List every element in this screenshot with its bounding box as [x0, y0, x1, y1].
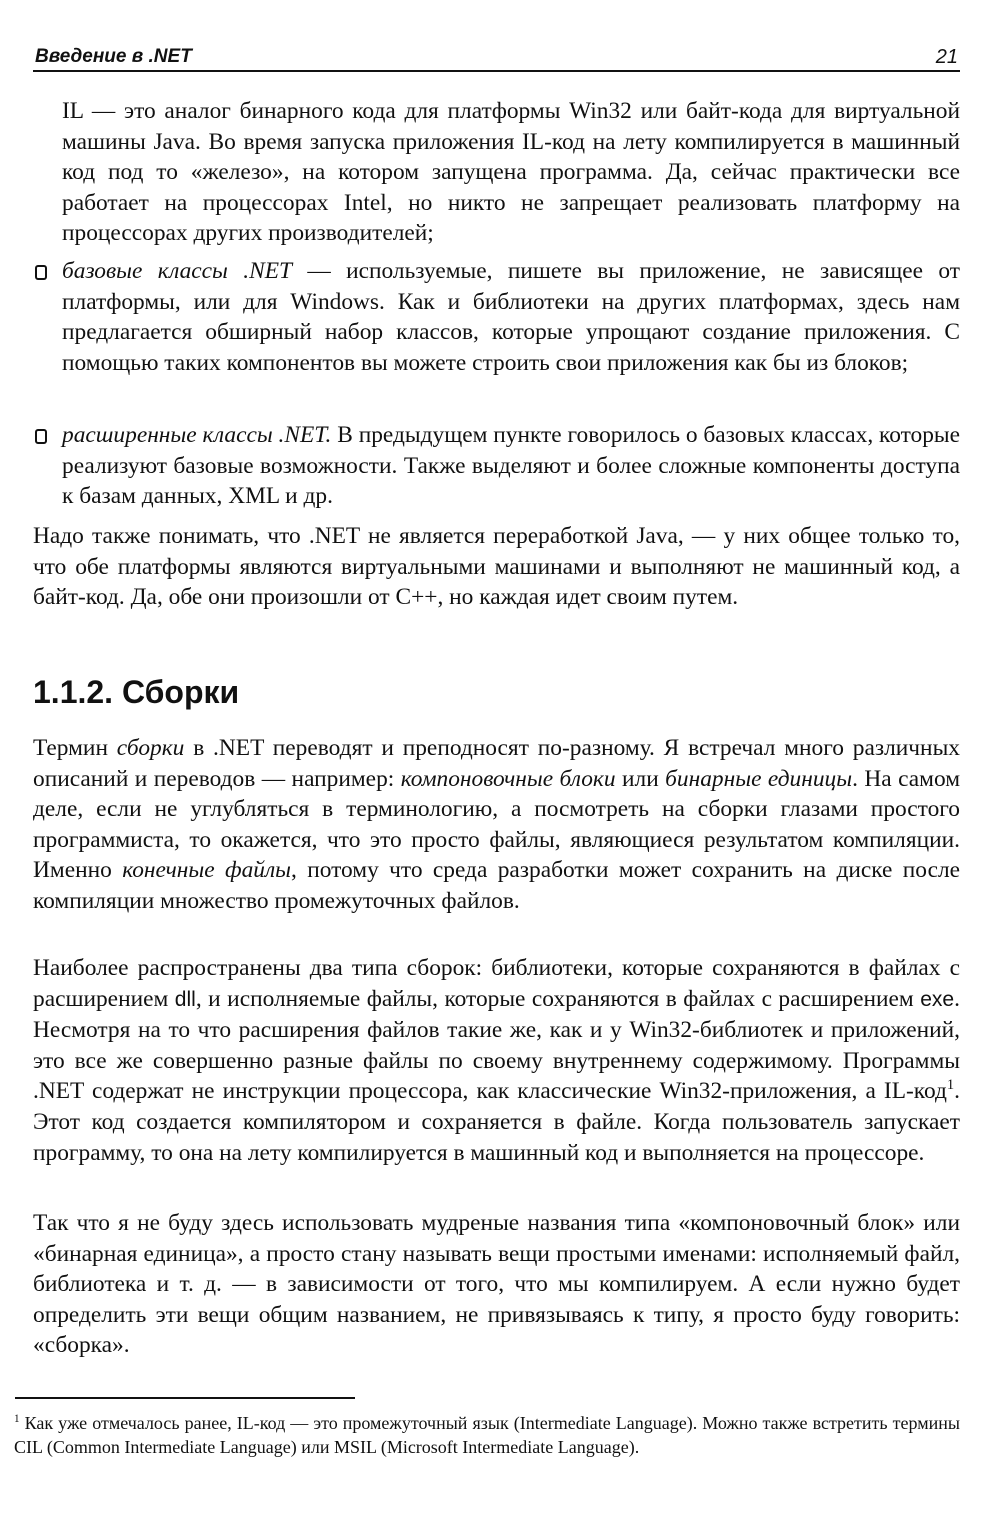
italic-term: бинарные единицы: [665, 765, 853, 792]
footnote-divider: [15, 1397, 355, 1399]
term-paragraph: [33, 733, 960, 917]
footnote-reference[interactable]: 1: [946, 1077, 955, 1094]
text-run: , потому что среда разработки может сохранить на диске после компиляции множество промежуточных файлов.: [33, 857, 961, 914]
bullet-base-classes: [62, 256, 960, 378]
bullet-extended-classes: [62, 420, 960, 512]
footnote-number: 1: [14, 1413, 20, 1425]
file-extension: dll: [174, 987, 196, 1011]
italic-term: компоновочные блоки: [400, 765, 616, 792]
bullet-term: расширенные классы .NET.: [62, 422, 332, 448]
naming-paragraph: Так что я не буду здесь использовать мудреные названия типа «компоновочный блок» или «бинарная единица», а просто стану называть вещи простыми именами: исполняемый файл, библиотека и т. д. — в зависимости от того, что мы компилируем. А если нужно будет определить эти вещи общим названием, не привязываясь к типу, я просто буду говорить: «сборка».: [33, 1210, 960, 1359]
bullet-text: — используемые, пишете вы приложение, не зависящее от платформы, или для Windows. Как и библиотеки на других платформах, здесь нам предлагается обширный набор классов, которые упрощают создание приложения. С помощью таких компонентов вы можете строить свои приложения как бы из блоков;: [62, 258, 961, 376]
running-title: Введение в .NET: [35, 46, 192, 67]
text-run: или: [615, 765, 666, 792]
bullet-box-icon: [35, 265, 47, 280]
italic-term: сборки: [116, 735, 185, 761]
bullet-box-icon: [35, 429, 47, 444]
bullet-text: В предыдущем пункте говорилось о базовых классах, которые реализуют базовые возможности. Также выделяют и более сложные компоненты доступа к базам данных, XML и др.: [62, 422, 960, 510]
italic-term: конечные файлы: [122, 857, 292, 884]
bullet-term: базовые классы .NET: [62, 258, 292, 284]
text-run: Термин: [33, 735, 117, 761]
page-number: 21: [935, 46, 958, 68]
file-extension: exe: [920, 987, 955, 1011]
text-run: в .NET переводят и преподносят по-разному. Я встречал много различных описаний и переводов — например:: [33, 735, 960, 792]
page-header: [33, 38, 960, 72]
intro-paragraph: IL — это аналог бинарного кода для платформы Win32 или байт-кода для виртуальной машины Java. Во время запуска приложения IL-код на лету компилируется в машинный код под то «железо», на котором запущена программа. Да, сейчас практически все работает на процессорах Intel, но никто не запрещает реализовать платформу на процессорах других производителей;: [62, 98, 960, 247]
text-run: . Этот код создается компилятором и сохраняется в файле. Когда пользователь запускает программу, то она на лету компилируется в машинный код и выполняется на процессоре.: [33, 1078, 960, 1166]
types-paragraph: [33, 953, 960, 1168]
footnote-text: Как уже отмечалось ранее, IL-код — это промежуточный язык (Intermediate Language). Можно также встретить термины CIL (Common Intermediate Language) или MSIL (Microsoft Intermediate Language).: [14, 1413, 960, 1457]
footnote: [14, 1411, 960, 1459]
text-run: , и исполняемые файлы, которые сохраняются в файлах с расширением: [195, 985, 921, 1012]
java-paragraph: Надо также понимать, что .NET не является переработкой Java, — у них общее только то, что обе платформы являются виртуальными машинами и выполняют не машинный код, а байт-код. Да, обе они произошли от C++, но каждая идет своим путем.: [33, 523, 960, 611]
text-run: . На самом деле, если не углубляться в терминологию, а посмотреть на сборки глазами простого программиста, то окажется, что это просто файлы, являющиеся результатом компиляции. Именно: [33, 765, 960, 884]
section-heading: 1.1.2. Сборки: [33, 674, 240, 710]
text-run: . Несмотря на то что расширения файлов такие же, как и у Win32-библиотек и приложений, это все же совершенно разные файлы по своему внутреннему содержимому. Программы .NET содержат не инструкции процессора, как классические Win32-приложения, а IL-код: [33, 985, 960, 1105]
text-run: Наиболее распространены два типа сборок: библиотеки, которые сохраняются в файлах с расширением: [33, 955, 960, 1012]
